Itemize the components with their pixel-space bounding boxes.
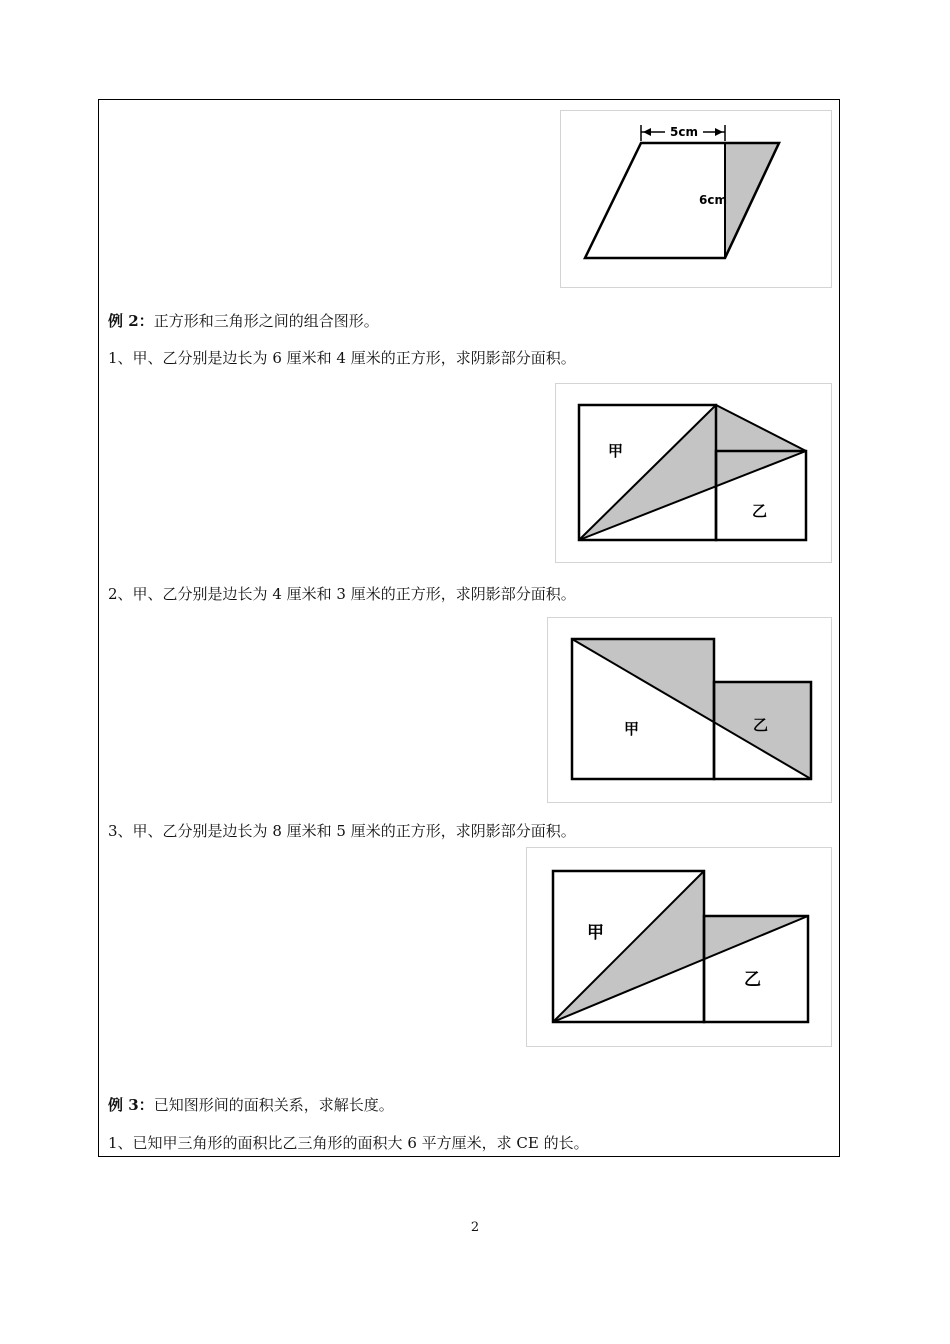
example3-text: 已知图形间的面积关系，求解长度。 [153, 1096, 394, 1114]
squares-figure-3 [526, 847, 832, 1047]
label-jia: 甲 [624, 720, 640, 738]
problem-3-1: 1、已知甲三角形的面积比乙三角形的面积大 6 平方厘米，求 CE 的长。 [108, 1134, 589, 1152]
width-label: 5cm [670, 125, 698, 139]
squares-figure-2 [547, 617, 832, 803]
page-number: 2 [470, 1220, 480, 1235]
example3-label: 例 3 [108, 1096, 139, 1114]
parallelogram-figure [560, 110, 832, 288]
example2-label: 例 2 [108, 312, 139, 330]
label-yi: 乙 [753, 716, 769, 734]
label-jia: 甲 [587, 923, 604, 943]
squares-figure-1 [555, 383, 832, 563]
problem-2-3: 3、甲、乙分别是边长为 8 厘米和 5 厘米的正方形，求阴影部分面积。 [108, 822, 576, 840]
label-yi: 乙 [744, 970, 761, 990]
height-label: 6cm [699, 193, 727, 207]
problem-2-1: 1、甲、乙分别是边长为 6 厘米和 4 厘米的正方形，求阴影部分面积。 [108, 349, 576, 367]
example3-heading: 例 3：已知图形间的面积关系，求解长度。 [108, 1096, 394, 1114]
example2-text: 正方形和三角形之间的组合图形。 [153, 312, 379, 330]
label-yi: 乙 [752, 502, 768, 520]
example2-heading: 例 2：正方形和三角形之间的组合图形。 [108, 312, 379, 330]
problem-2-2: 2、甲、乙分别是边长为 4 厘米和 3 厘米的正方形，求阴影部分面积。 [108, 585, 576, 603]
label-jia: 甲 [608, 442, 624, 460]
